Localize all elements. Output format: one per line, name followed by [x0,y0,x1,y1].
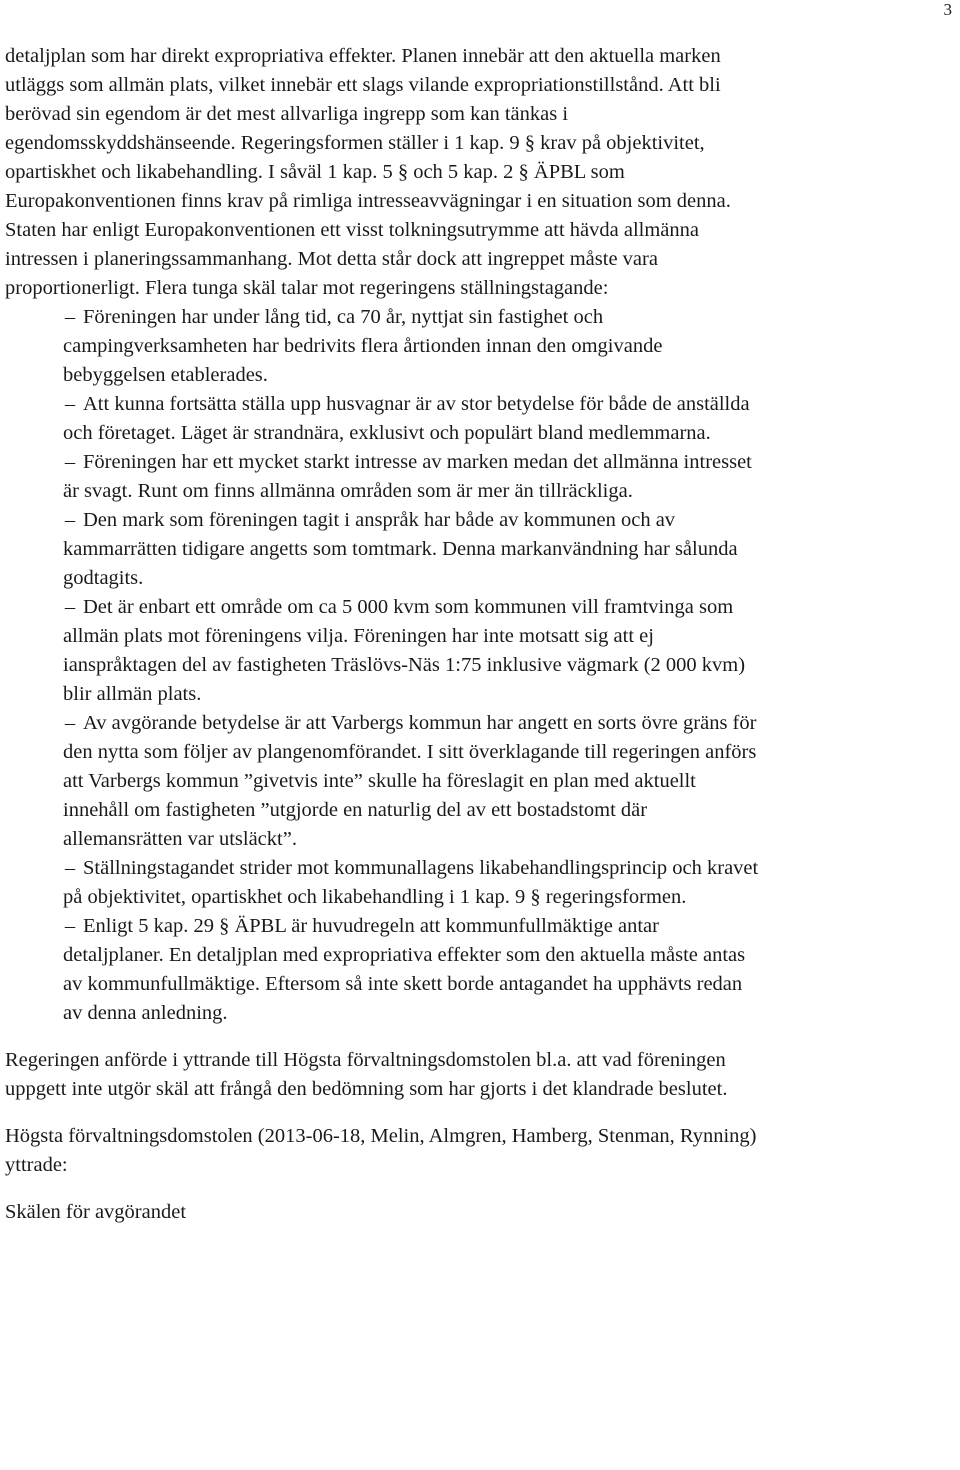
dash-marker: – [64,596,76,618]
intro-paragraph: detaljplan som har direkt expropriativa effekter. Planen innebär att den aktuella marken utläggs som allmän plats, vilket innebär ett slags vilande expropriationstillstånd. Att bli berövad sin egendom är det mest allvarliga ingrepp som kan tänkas i egendomsskyddshänseende. Regeringsformen ställer i 1 kap. 9 § krav på objektivitet, opartiskhet och likabehandling. I såväl 1 kap. 5 § och 5 kap. 2 § ÄPBL som Europakonventionen finns krav på rimliga intresseavvägningar i en situation som denna. Staten har enligt Europakonventionen ett visst tolkningsutrymme att hävda allmänna intressen i planeringssammanhang. Mot detta står dock att ingreppet måste vara proportionerligt. Flera tunga skäl talar mot regeringens ställningstagande: [5,45,731,299]
list-item [5,854,760,912]
document-body [5,42,760,1227]
dash-marker: – [64,915,76,937]
government-statement: Regeringen anförde i yttrande till Högsta förvaltningsdomstolen bl.a. att vad föreningen uppgett inte utgör skäl att frångå den bedömning som har gjorts i det klandrade beslutet. [5,1049,728,1100]
list-item [5,593,760,709]
list-item-text: Den mark som föreningen tagit i anspråk har både av kommunen och av kammarrätten tidigare angetts som tomtmark. Denna markanvändning har sålunda godtagits. [63,509,738,589]
dash-marker: – [64,712,76,734]
list-item [5,912,760,1028]
list-item [5,448,760,506]
list-item-text: Enligt 5 kap. 29 § ÄPBL är huvudregeln att kommunfullmäktige antar detaljplaner. En detaljplan med expropriativa effekter som den aktuella måste antas av kommunfullmäktige. Eftersom så inte skett borde antagandet ha upphävts redan av denna anledning. [63,915,746,1024]
list-item [5,506,760,593]
dash-marker: – [64,451,76,473]
page-number: 3 [943,0,952,19]
list-item-text: Föreningen har ett mycket starkt intresse av marken medan det allmänna intresset är svagt. Runt om finns allmänna områden som är mer än tillräckliga. [63,451,752,502]
dash-marker: – [64,509,76,531]
list-item [5,303,760,390]
court-statement: Högsta förvaltningsdomstolen (2013-06-18, Melin, Almgren, Hamberg, Stenman, Rynning) yttrade: [5,1125,757,1176]
dash-marker: – [64,857,76,879]
list-item [5,709,760,854]
list-item-text: Föreningen har under lång tid, ca 70 år, nyttjat sin fastighet och campingverksamheten har bedrivits flera årtionden innan den omgivande bebyggelsen etablerades. [63,306,663,386]
list-item-text: Att kunna fortsätta ställa upp husvagnar är av stor betydelse för både de anställda och företaget. Läget är strandnära, exklusivt och populärt bland medlemmarna. [63,393,750,444]
list-item-text: Det är enbart ett område om ca 5 000 kvm som kommunen vill framtvinga som allmän plats mot föreningens vilja. Föreningen har inte motsatt sig att ej ianspråktagen del av fastigheten Träslövs-Näs 1:75 inklusive vägmark (2 000 kvm) blir allmän plats. [63,596,746,705]
list-item-text: Av avgörande betydelse är att Varbergs kommun har angett en sorts övre gräns för den nytta som följer av plangenomförandet. I sitt överklagande till regeringen anförs att Varbergs kommun ”givetvis inte” skulle ha föreslagit en plan med aktuellt innehåll om fastigheten ”utgjorde en naturlig del av ett bostadstomt där allemansrätten var utsläckt”. [63,712,757,850]
dash-marker: – [64,393,76,415]
section-heading: Skälen för avgörandet [5,1201,187,1223]
list-item-text: Ställningstagandet strider mot kommunallagens likabehandlingsprincip och kravet på objektivitet, opartiskhet och likabehandling i 1 kap. 9 § regeringsformen. [63,857,759,908]
list-item [5,390,760,448]
argument-list [5,303,760,1028]
dash-marker: – [64,306,76,328]
